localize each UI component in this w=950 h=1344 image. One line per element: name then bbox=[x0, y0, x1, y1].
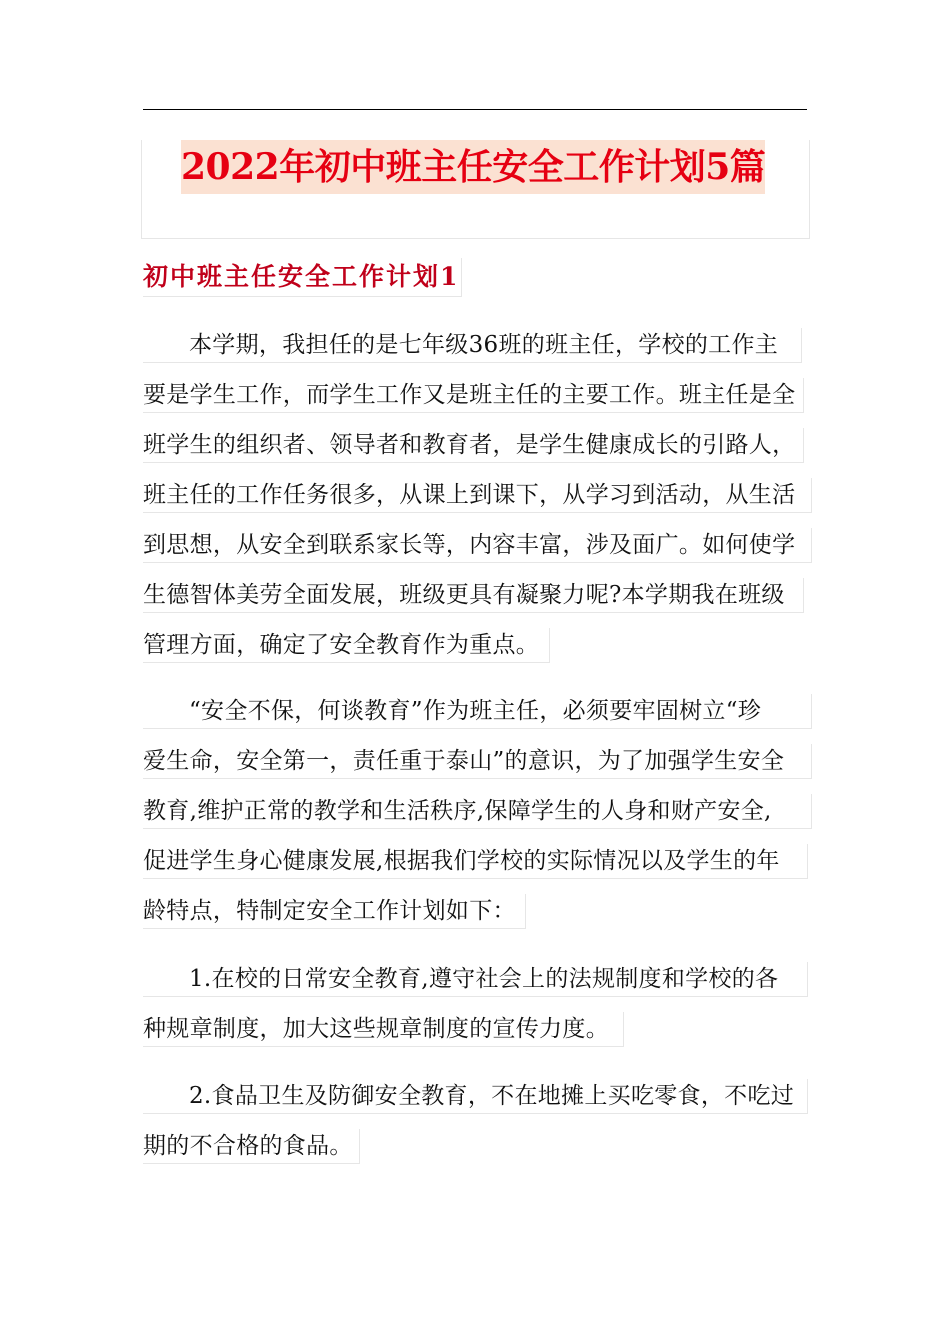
paragraph-line: 促进学生身心健康发展,根据我们学校的实际情况以及学生的年 bbox=[143, 844, 808, 879]
paragraph-line: 本学期，我担任的是七年级36班的班主任，学校的工作主 bbox=[143, 328, 802, 363]
paragraph-line: 1.在校的日常安全教育,遵守社会上的法规制度和学校的各 bbox=[143, 962, 808, 997]
document-title: 2022年初中班主任安全工作计划5篇 bbox=[181, 140, 765, 194]
header-rule bbox=[143, 109, 807, 110]
paragraph-line: 期的不合格的食品。 bbox=[143, 1129, 360, 1164]
paragraph-line: 教育,维护正常的教学和生活秩序,保障学生的人身和财产安全, bbox=[143, 794, 812, 829]
paragraph-line: 班学生的组织者、领导者和教育者，是学生健康成长的引路人， bbox=[143, 428, 804, 463]
paragraph-line: 要是学生工作，而学生工作又是班主任的主要工作。班主任是全 bbox=[143, 378, 804, 413]
paragraph-line: 种规章制度，加大这些规章制度的宣传力度。 bbox=[143, 1012, 624, 1047]
paragraph-line: 生德智体美劳全面发展，班级更具有凝聚力呢?本学期我在班级 bbox=[143, 578, 804, 613]
paragraph-line: 爱生命，安全第一，责任重于泰山”的意识，为了加强学生安全 bbox=[143, 744, 812, 779]
paragraph-line: 2.食品卫生及防御安全教育，不在地摊上买吃零食，不吃过 bbox=[143, 1079, 808, 1114]
paragraph-line: 到思想，从安全到联系家长等，内容丰富，涉及面广。如何使学 bbox=[143, 528, 812, 563]
paragraph-line: 龄特点，特制定安全工作计划如下： bbox=[143, 894, 526, 929]
paragraph-line: 班主任的工作任务很多，从课上到课下，从学习到活动，从生活 bbox=[143, 478, 812, 513]
paragraph-line: 管理方面，确定了安全教育作为重点。 bbox=[143, 628, 550, 663]
section-heading: 初中班主任安全工作计划1 bbox=[143, 258, 462, 297]
paragraph-line: “安全不保，何谈教育”作为班主任，必须要牢固树立“珍 bbox=[143, 694, 812, 729]
